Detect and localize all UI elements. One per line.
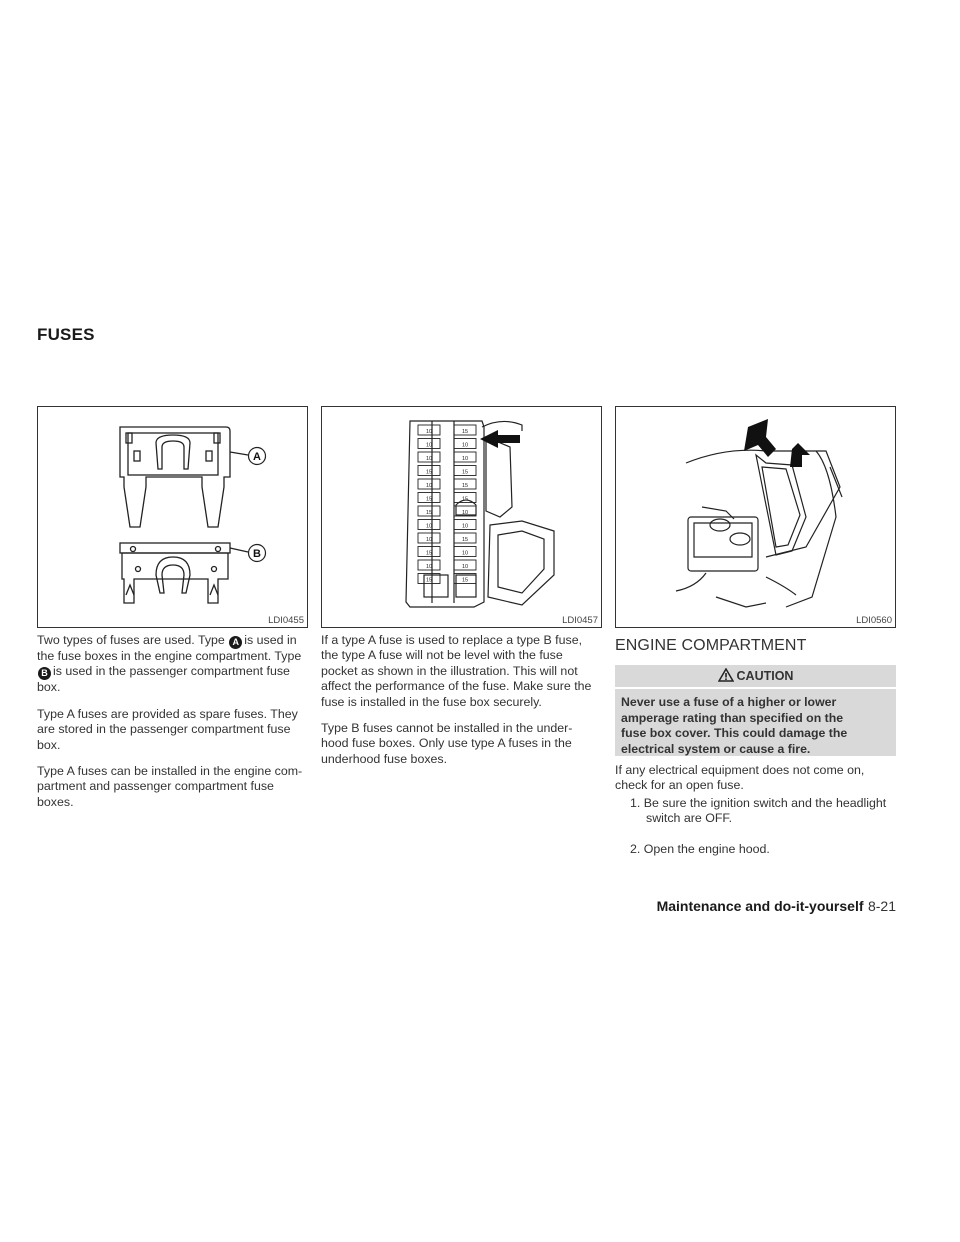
callout-b: B [253, 548, 261, 560]
fuse-rating-label: 10 [425, 442, 433, 449]
page-footer [657, 898, 896, 916]
cover-arrow-down [744, 419, 776, 457]
cover-arrow-up [790, 443, 810, 467]
figure-fuse-box [321, 406, 602, 628]
figure-code: LDI0457 [562, 615, 598, 626]
fuse-rating-label: 10 [461, 550, 469, 557]
page-number: 8-21 [867, 898, 896, 914]
text-run: fuse box cover. This could damage the [621, 726, 848, 740]
fuse-rating-label: 15 [461, 429, 469, 435]
caution-label: CAUTION [736, 669, 794, 683]
text-run: the fuse boxes in the engine compartment. Type [37, 649, 302, 663]
callout-a: A [253, 451, 261, 463]
figure-code: LDI0455 [268, 615, 304, 626]
fuse-types-illustration [38, 407, 309, 629]
text-run: 2. Open the engine hood. [630, 842, 770, 856]
text-run: hood fuse boxes. Only use type A fuses in the [321, 736, 572, 751]
replacement-paragraph [321, 633, 602, 710]
figure-fuse-types [37, 406, 308, 628]
fuse-box-illustration [322, 407, 603, 629]
caution-header [615, 665, 896, 687]
fuse-rating-label: 15 [461, 496, 469, 503]
chapter-label: Maintenance and do-it-yourself [656, 898, 864, 914]
text-run: amperage rating than specified on the [621, 710, 844, 725]
caution-body [615, 689, 896, 756]
badge-b-icon: B [38, 667, 51, 680]
text-run: If any electrical equipment does not come on, [615, 763, 865, 777]
section-title: FUSES [37, 325, 95, 344]
fuse-rating-label: 10 [461, 523, 469, 530]
column-2-text [321, 633, 602, 778]
text-run: affect the performance of the fuse. Make sure the [321, 679, 592, 694]
engine-compartment-heading: ENGINE COMPARTMENT [615, 637, 807, 654]
type-a-install-paragraph [37, 764, 308, 810]
fuse-rating-label: 10 [461, 442, 469, 449]
spare-fuses-paragraph [37, 707, 308, 753]
text-run: fuse is installed in the fuse box securely. [321, 694, 542, 709]
text-run: underhood fuse boxes. [321, 751, 448, 766]
text-run: boxes. [37, 794, 74, 809]
text-run: If a type A fuse is used to replace a type B fuse, [321, 633, 583, 647]
fuse-rating-label: 10 [425, 564, 433, 570]
text-run: Type A fuses are provided as spare fuses. They [37, 706, 298, 721]
fuse-rating-label: 10 [461, 510, 469, 516]
text-run: switch are OFF. [646, 811, 733, 826]
text-run: electrical system or cause a fire. [621, 741, 811, 756]
column-1-text [37, 633, 308, 821]
fuse-rating-label: 15 [425, 577, 433, 584]
text-run: Type A fuses can be installed in the engine com- [37, 764, 303, 779]
fuse-rating-label: 15 [425, 496, 433, 503]
fuse-rating-label: 15 [425, 550, 433, 557]
fuse-rating-label: 10 [425, 483, 433, 489]
fuse-rating-label: 10 [425, 537, 433, 543]
text-run: Type B fuses cannot be installed in the under- [321, 721, 573, 736]
fuse-rating-label: 10 [425, 523, 433, 530]
fuse-rating-label: 10 [425, 456, 433, 462]
fuse-rating-label: 10 [425, 429, 433, 435]
text-run: are stored in the passenger compartment fuse [37, 722, 291, 737]
badge-a-icon: A [229, 636, 242, 649]
fuse-types-paragraph [37, 633, 308, 696]
fuse-rating-label: 15 [425, 469, 433, 476]
fuse-rating-label: 15 [461, 577, 469, 584]
step-1 [630, 796, 896, 827]
text-run: Never use a fuse of a higher or lower [621, 695, 837, 709]
fuse-rating-label: 10 [461, 564, 469, 570]
fuse-rating-label: 10 [461, 456, 469, 462]
warning-triangle-icon [718, 668, 734, 682]
figure-code: LDI0560 [856, 615, 892, 626]
type-b-paragraph [321, 721, 602, 767]
text-run: 1. Be sure the ignition switch and the headlight [630, 796, 887, 810]
text-run: the type A fuse will not be level with the fuse [321, 648, 563, 663]
text-run: box. [37, 737, 61, 752]
figure-engine-compartment [615, 406, 896, 628]
fuse-rating-label: 15 [461, 537, 469, 543]
text-run: Two types of fuses are used. Type [37, 633, 225, 647]
text-run: partment and passenger compartment fuse [37, 779, 274, 794]
text-run: box. [37, 680, 61, 695]
text-run: is used in [244, 633, 297, 647]
engine-compartment-illustration [616, 407, 897, 629]
fuse-rating-label: 15 [425, 510, 433, 516]
fuse-rating-label: 15 [461, 469, 469, 476]
text-run: pocket as shown in the illustration. This will not [321, 663, 578, 678]
open-fuse-intro [615, 763, 896, 794]
step-2 [630, 842, 896, 857]
text-run: check for an open fuse. [615, 778, 744, 793]
text-run: is used in the passenger compartment fuse [53, 664, 290, 679]
fuse-rating-label: 15 [461, 483, 469, 489]
